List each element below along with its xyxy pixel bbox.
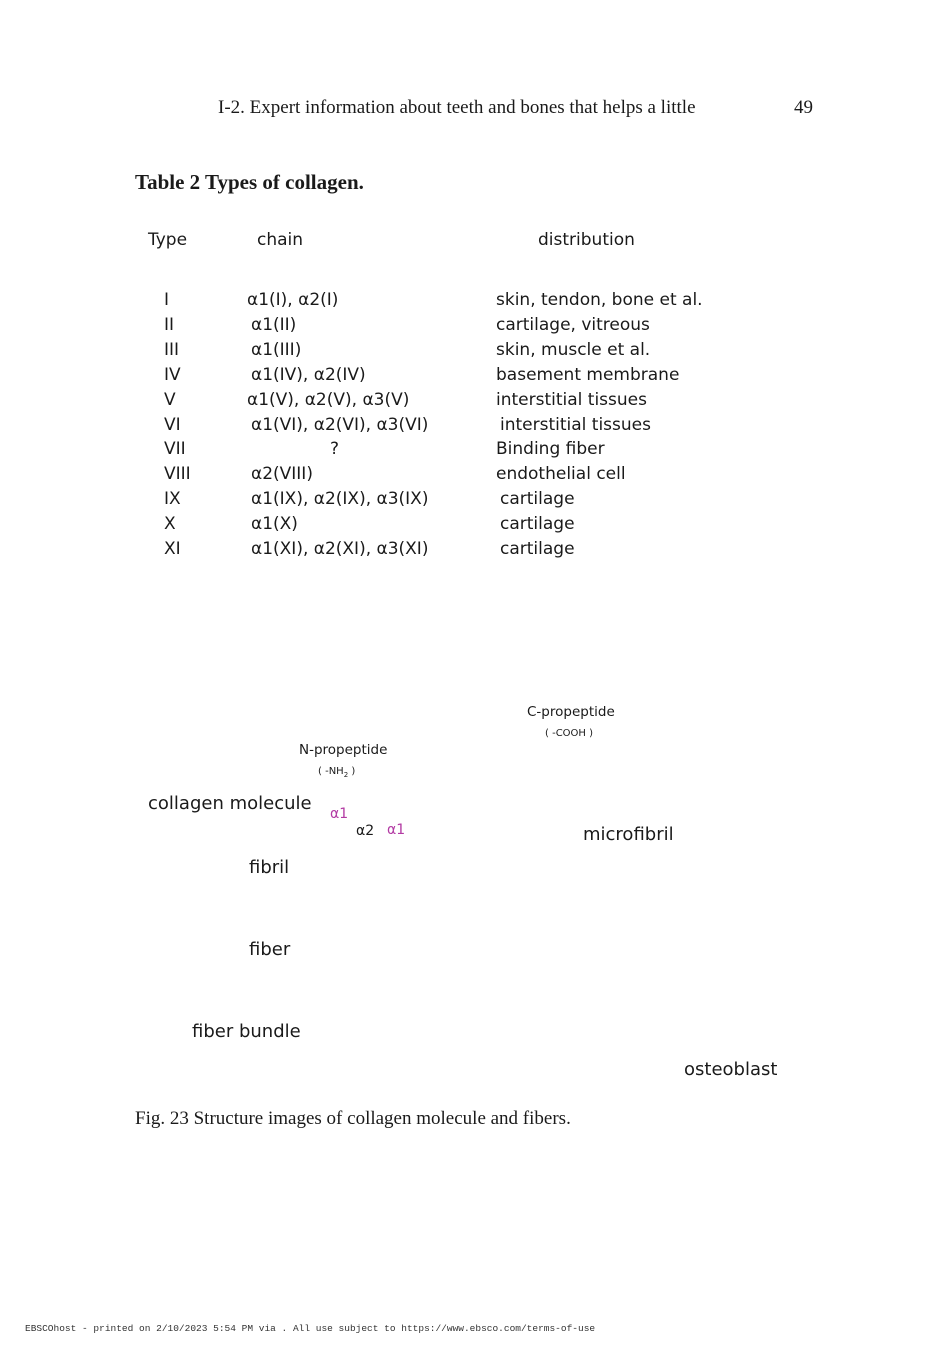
cell-distribution: cartilage, vitreous: [496, 315, 650, 335]
cell-chain: α1(X): [251, 514, 298, 534]
cell-type: IV: [164, 365, 181, 385]
microfibril-label: microfibril: [583, 824, 674, 845]
fiber-bundle-label: fiber bundle: [192, 1021, 301, 1042]
cell-chain: α1(XI), α2(XI), α3(XI): [251, 539, 429, 559]
cooh-group-label: ( -COOH ): [545, 728, 594, 739]
running-title: I-2. Expert information about teeth and bones that helps a little: [218, 97, 696, 118]
footer-notice: EBSCOhost - printed on 2/10/2023 5:54 PM via . All use subject to https://www.ebsco.com/terms-of-use: [25, 1323, 596, 1334]
cell-distribution: cartilage: [500, 539, 575, 559]
cell-distribution: cartilage: [500, 514, 575, 534]
cell-type: V: [164, 390, 176, 410]
alpha1-chain-label-right: α1: [387, 822, 406, 838]
cell-type: III: [164, 340, 180, 360]
n-propeptide-label: N-propeptide: [299, 742, 388, 758]
cell-chain: α1(V), α2(V), α3(V): [247, 390, 410, 410]
column-header-distribution: distribution: [538, 230, 635, 250]
table-title: Table 2 Types of collagen.: [135, 170, 364, 194]
nh2-group-label: ( $-NH_2$ ): [318, 766, 356, 779]
cell-chain: α1(II): [251, 315, 297, 335]
cell-distribution: interstitial tissues: [496, 390, 647, 410]
cell-chain: α1(VI), α2(VI), α3(VI): [251, 415, 429, 435]
cell-chain: α2(VIII): [251, 464, 313, 484]
collagen-molecule-label: collagen molecule: [148, 793, 312, 814]
cell-distribution: endothelial cell: [496, 464, 626, 484]
figure-caption: Fig. 23 Structure images of collagen molecule and fibers.: [135, 1108, 571, 1129]
column-header-chain: chain: [257, 230, 304, 250]
cell-chain: ?: [330, 439, 340, 459]
cell-distribution: skin, muscle et al.: [496, 340, 651, 360]
cell-distribution: interstitial tissues: [500, 415, 651, 435]
cell-distribution: basement membrane: [496, 365, 680, 385]
fiber-label: fiber: [249, 939, 291, 960]
cell-type: VIII: [164, 464, 191, 484]
cell-chain: α1(IV), α2(IV): [251, 365, 366, 385]
cell-type: II: [164, 315, 175, 335]
cell-chain: α1(IX), α2(IX), α3(IX): [251, 489, 429, 509]
cell-type: XI: [164, 539, 181, 559]
fibril-label: fibril: [249, 857, 290, 878]
cell-type: IX: [164, 489, 181, 509]
cell-distribution: cartilage: [500, 489, 575, 509]
cell-distribution: skin, tendon, bone et al.: [496, 290, 703, 310]
alpha2-chain-label: α2: [356, 823, 375, 839]
cell-chain: α1(III): [251, 340, 302, 360]
cell-type: X: [164, 514, 176, 534]
osteoblast-label: osteoblast: [684, 1059, 778, 1080]
cell-distribution: Binding fiber: [496, 439, 605, 459]
page-number: 49: [794, 97, 813, 118]
cell-type: VII: [164, 439, 186, 459]
cell-chain: α1(I), α2(I): [247, 290, 339, 310]
cell-type: I: [164, 290, 170, 310]
cell-type: VI: [164, 415, 181, 435]
alpha1-chain-label: α1: [330, 806, 349, 822]
column-header-type: Type: [148, 230, 188, 250]
c-propeptide-label: C-propeptide: [527, 704, 615, 720]
